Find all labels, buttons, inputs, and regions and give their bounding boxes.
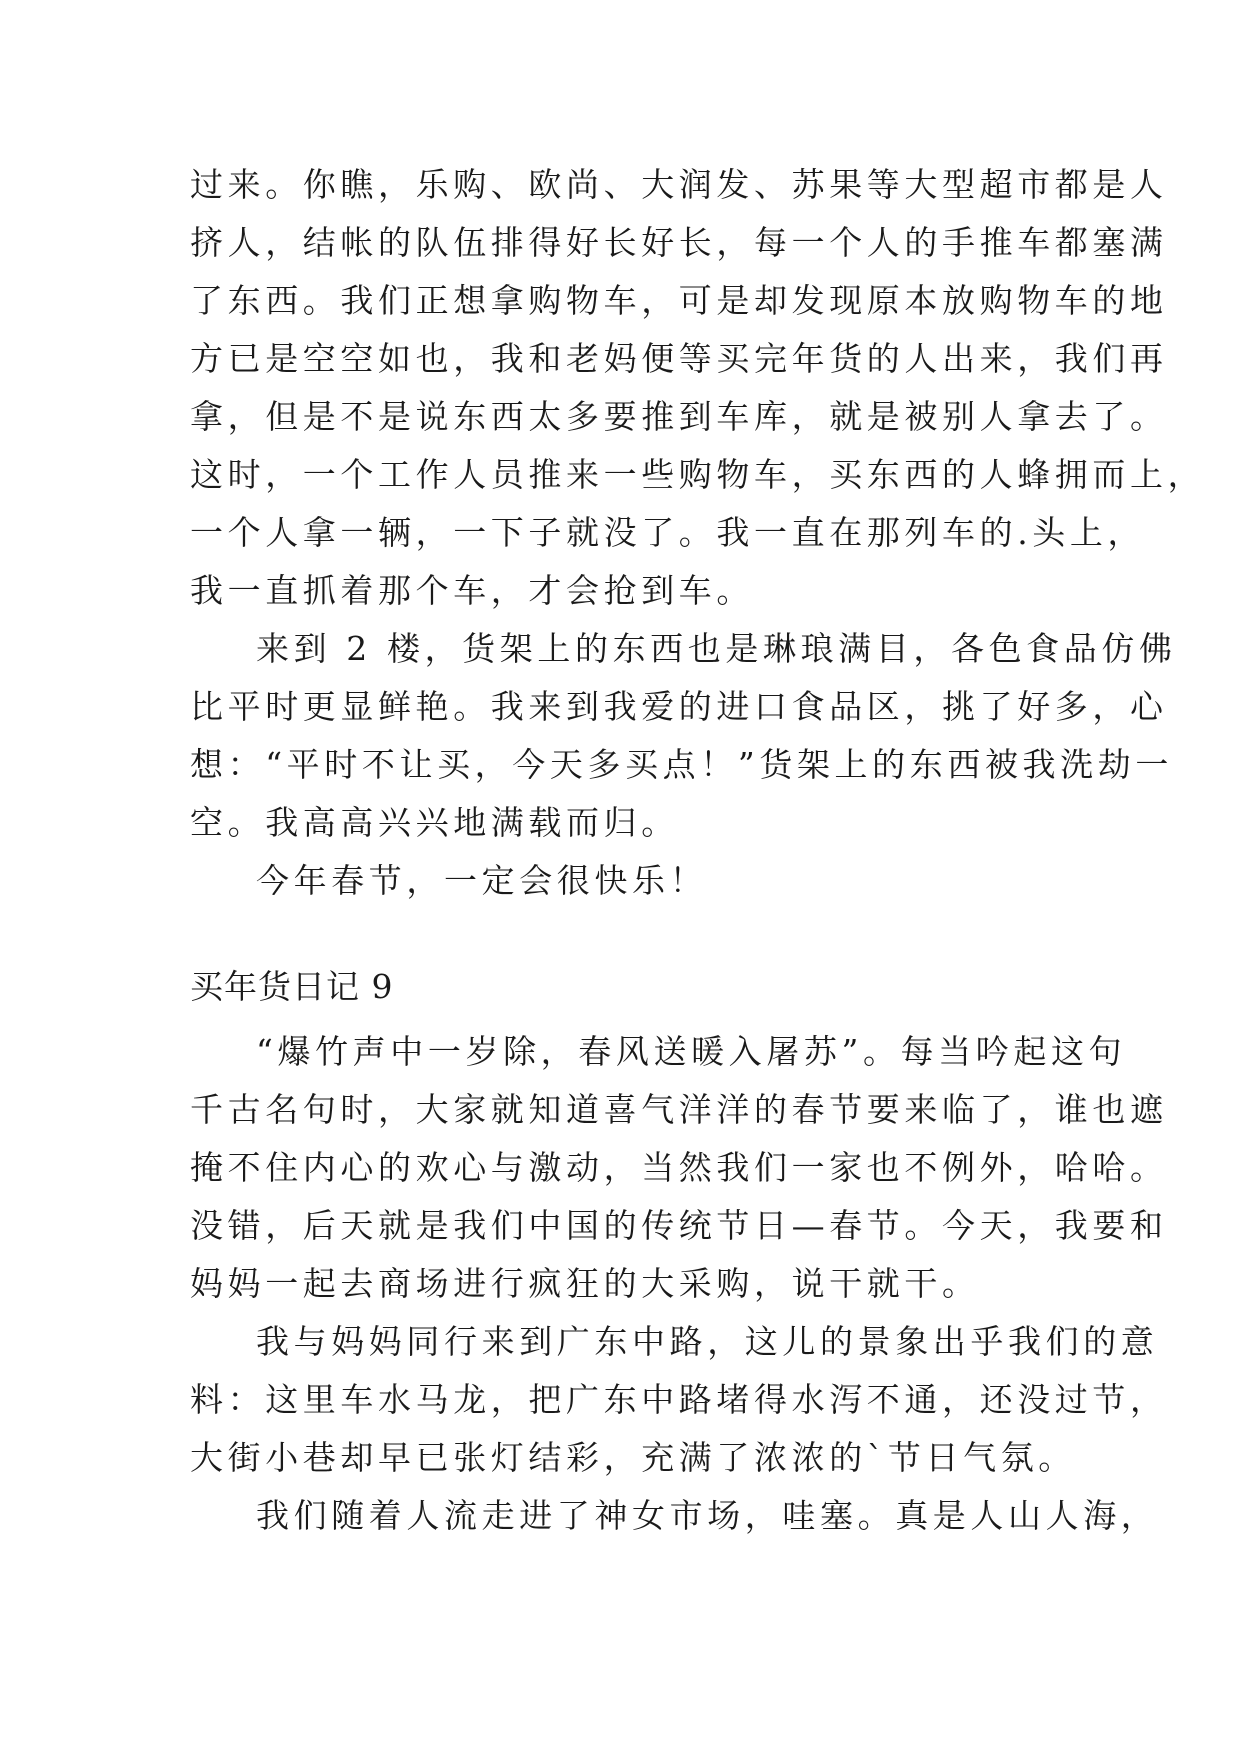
text-line: 挤人，结帐的队伍排得好长好长，每一个人的手推车都塞满 (190, 223, 1168, 262)
text-line: 掩不住内心的欢心与激动，当然我们一家也不例外，哈哈。 (190, 1148, 1168, 1187)
text-line: 料：这里车水马龙，把广东中路堵得水泻不通，还没过节， (190, 1380, 1168, 1419)
paragraph-start-line: 我与妈妈同行来到广东中路，这儿的景象出乎我们的意 (256, 1322, 1159, 1361)
text-line: 过来。你瞧，乐购、欧尚、大润发、苏果等大型超市都是人 (190, 165, 1168, 204)
section-heading: 买年货日记 9 (190, 967, 394, 1006)
text-line: 妈妈一起去商场进行疯狂的大采购，说干就干。 (190, 1264, 980, 1303)
paragraph-start-line: 我们随着人流走进了神女市场，哇塞。真是人山人海， (256, 1496, 1159, 1535)
text-line: 了东西。我们正想拿购物车，可是却发现原本放购物车的地 (190, 281, 1168, 320)
text-line: 一个人拿一辆，一下子就没了。我一直在那列车的.头上， (190, 513, 1146, 552)
paragraph-start-line: 今年春节，一定会很快乐！ (256, 861, 708, 900)
text-line: 千古名句时，大家就知道喜气洋洋的春节要来临了，谁也遮 (190, 1090, 1168, 1129)
paragraph-start-line: 来到 2 楼，货架上的东西也是琳琅满目，各色食品仿佛 (256, 629, 1177, 668)
text-line: 比平时更显鲜艳。我来到我爱的进口食品区，挑了好多，心 (190, 687, 1168, 726)
text-line: 想：“平时不让买，今天多买点！”货架上的东西被我洗劫一 (190, 745, 1173, 784)
text-line: 方已是空空如也，我和老妈便等买完年货的人出来，我们再 (190, 339, 1168, 378)
text-line: 我一直抓着那个车，才会抢到车。 (190, 571, 754, 610)
text-line: 大街小巷却早已张灯结彩，充满了浓浓的`节日气氛。 (190, 1438, 1076, 1477)
text-line: 这时，一个工作人员推来一些购物车，买东西的人蜂拥而上， (190, 455, 1206, 494)
text-line: 没错，后天就是我们中国的传统节日—春节。今天，我要和 (190, 1206, 1168, 1245)
text-line: 拿，但是不是说东西太多要推到车库，就是被别人拿去了。 (190, 397, 1168, 436)
text-line: 空。我高高兴兴地满载而归。 (190, 803, 679, 842)
paragraph-start-line: “爆竹声中一岁除，春风送暖入屠苏”。每当吟起这句 (256, 1032, 1127, 1071)
